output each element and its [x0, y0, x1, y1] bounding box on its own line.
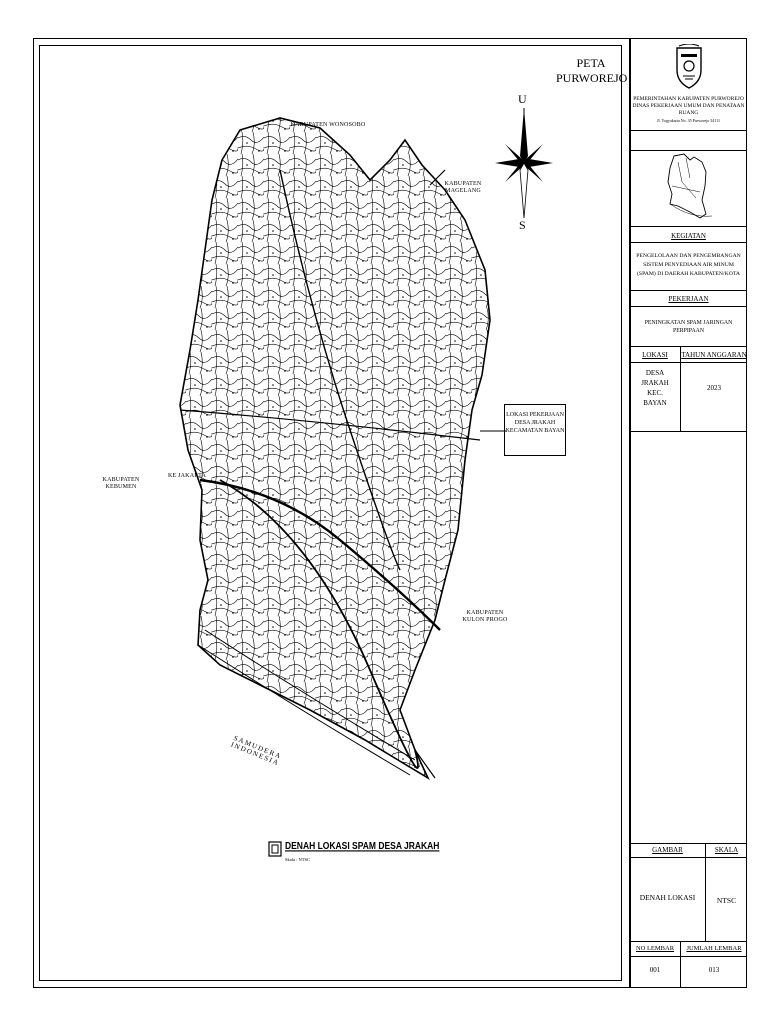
- label-kabupaten-kebumen: [96, 477, 146, 491]
- map-title-line1: PETA: [576, 56, 606, 70]
- regency-map: [160, 110, 500, 790]
- lokasi-line3: KEC.: [647, 389, 663, 397]
- gov-address: Jl. Yogyakarta No. 35 Purworejo 54111: [656, 118, 721, 123]
- compass-rose-icon: [495, 108, 553, 218]
- gambar-header: GAMBAR: [652, 846, 683, 854]
- lokasi-line1: DESA: [645, 369, 665, 377]
- label-kabupaten-kulon-progo: [457, 610, 513, 624]
- lokasi-header: LOKASI: [642, 351, 668, 359]
- map-title: [556, 56, 626, 86]
- kegiatan-header: KEGIATAN: [671, 232, 706, 240]
- title-block-line: [629, 242, 747, 243]
- title-block-line: [629, 130, 747, 131]
- label-magelang-line1: KABUPATEN: [444, 181, 482, 187]
- jumlah-lembar-value: 013: [708, 966, 720, 974]
- pekerjaan-header: PEKERJAAN: [668, 295, 709, 303]
- gov-line1: PEMERINTAHAN KABUPATEN PURWOREJO: [633, 96, 744, 102]
- title-block-line: [629, 431, 747, 432]
- tahun-anggaran-value: 2023: [707, 384, 721, 392]
- label-kebumen-line1: KABUPATEN: [102, 477, 140, 483]
- title-block-line: [629, 941, 747, 942]
- lokasi-line4: BAYAN: [643, 399, 667, 407]
- gambar-value: DENAH LOKASI: [639, 893, 696, 902]
- lokasi-value: [631, 368, 679, 408]
- legend-title: DENAH LOKASI SPAM DESA JRAKAH: [285, 840, 440, 852]
- title-block-line: [629, 857, 747, 858]
- title-block-line: [629, 290, 747, 291]
- label-magelang-line2: MAGELANG: [445, 188, 481, 194]
- no-lembar-value: 001: [649, 966, 661, 974]
- legend-scale: Skala : NTSC: [285, 857, 311, 862]
- jumlah-lembar-header: JUMLAH LEMBAR: [686, 945, 742, 952]
- lembar-column-divider: [680, 941, 681, 988]
- legend-square-icon: [268, 841, 282, 857]
- title-block-line: [629, 362, 747, 363]
- regency-emblem-icon: [675, 44, 703, 90]
- map-title-line2: PURWOREJO: [556, 71, 628, 85]
- title-block-line: [629, 956, 747, 957]
- skala-value: NTSC: [716, 896, 737, 905]
- label-kabupaten-magelang: [438, 181, 488, 195]
- gov-header: [631, 96, 746, 124]
- lokasi-box-line2: DESA JRAKAH: [514, 420, 556, 426]
- lokasi-pekerjaan-box: [504, 404, 566, 456]
- label-kabupaten-wonosobo: KABUPATEN WONOSOBO: [290, 122, 366, 128]
- label-kulon-progo-line2: KULON PROGO: [462, 617, 508, 623]
- lokasi-box-line1: LOKASI PEKERJAAN: [506, 412, 564, 418]
- label-ke-jakarta: KE JAKARTA: [168, 473, 206, 479]
- compass-south-label: S: [519, 218, 526, 232]
- title-block-line: [629, 306, 747, 307]
- label-kebumen-line2: KEBUMEN: [105, 484, 137, 490]
- title-block-line: [629, 346, 747, 347]
- kegiatan-text: PENGELOLAAN DAN PENGEMBANGAN SISTEM PENYEDIAAN AIR MINUM (SPAM) DI DAERAH KABUPATEN/KOTA: [636, 253, 741, 277]
- no-lembar-header: NO LEMBAR: [635, 945, 675, 952]
- label-samudera-indonesia: SAMUDERA INDONESIA: [229, 734, 283, 768]
- lokasi-pointer-line: [480, 428, 506, 434]
- compass-north-label: U: [518, 92, 527, 106]
- title-block-line: [629, 226, 747, 227]
- label-kulon-progo-line1: KABUPATEN: [466, 610, 504, 616]
- title-block-line: [629, 843, 747, 844]
- pekerjaan-text: PENINGKATAN SPAM JARINGAN PERPIPAAN: [644, 320, 733, 334]
- lokasi-line2: JRAKAH: [641, 379, 669, 387]
- skala-header: SKALA: [714, 846, 739, 854]
- gambar-column-divider: [705, 843, 706, 941]
- lokasi-box-line3: KECAMATAN BAYAN: [505, 428, 565, 434]
- gov-line2: DINAS PEKERJAAN UMUM DAN PENATAAN RUANG: [632, 103, 745, 116]
- title-block-line: [629, 150, 747, 151]
- tahun-anggaran-header: TAHUN ANGGARAN: [681, 351, 747, 359]
- key-map-thumbnail: [660, 152, 720, 224]
